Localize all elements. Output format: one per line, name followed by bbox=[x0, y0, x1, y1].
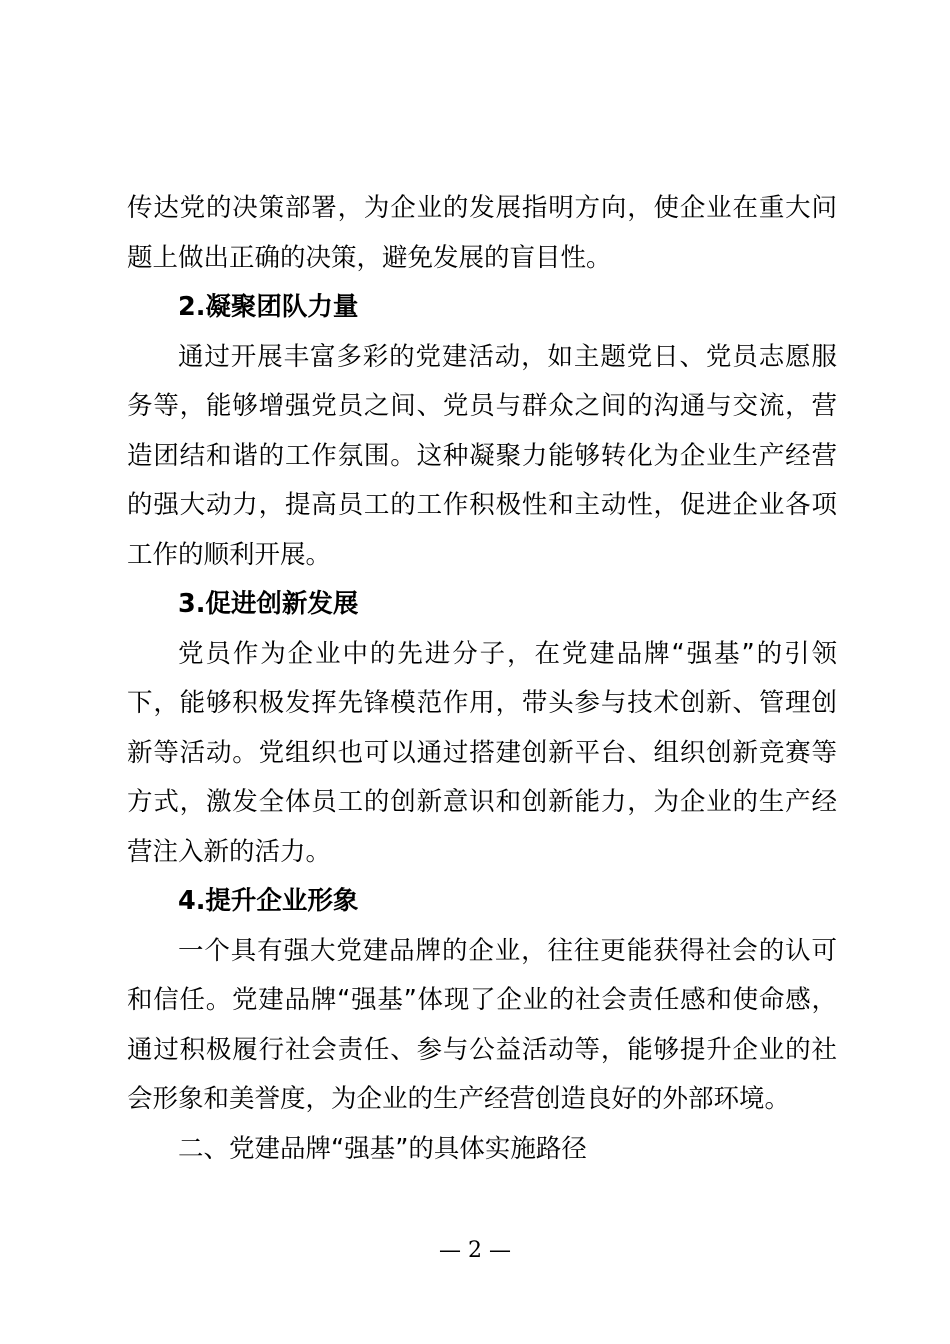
subheading-innovation: 3.促进创新发展 bbox=[178, 589, 359, 619]
document-body bbox=[127, 184, 837, 1174]
paragraph-corporate-image: 一个具有强大党建品牌的企业，往往更能获得社会的认可和信任。党建品牌“强基”体现了企业的社会责任感和使命感，通过积极履行社会责任、参与公益活动等，能够提升企业的社会形象和美誉度，为企业的生产经营创造良好的外部环境。 bbox=[127, 935, 837, 1114]
paragraph-innovation: 党员作为企业中的先进分子，在党建品牌“强基”的引领下，能够积极发挥先锋模范作用，带头参与技术创新、管理创新等活动。党组织也可以通过搭建创新平台、组织创新竞赛等方式，激发全体员工的创新意识和创新能力，为企业的生产经营注入新的活力。 bbox=[127, 638, 837, 867]
subheading-corporate-image: 4.提升企业形象 bbox=[178, 886, 359, 916]
page-number: — 2 — bbox=[439, 1238, 511, 1263]
paragraph-continued: 传达党的决策部署，为企业的发展指明方向，使企业在重大问题上做出正确的决策，避免发展的盲目性。 bbox=[127, 193, 837, 273]
subheading-unite-team: 2.凝聚团队力量 bbox=[178, 292, 359, 322]
paragraph-unite-team: 通过开展丰富多彩的党建活动，如主题党日、党员志愿服务等，能够增强党员之间、党员与群众之间的沟通与交流，营造团结和谐的工作氛围。这种凝聚力能够转化为企业生产经营的强大动力，提高员工的工作积极性和主动性，促进企业各项工作的顺利开展。 bbox=[127, 341, 837, 570]
section-heading-implementation: 二、党建品牌“强基”的具体实施路径 bbox=[178, 1133, 587, 1164]
